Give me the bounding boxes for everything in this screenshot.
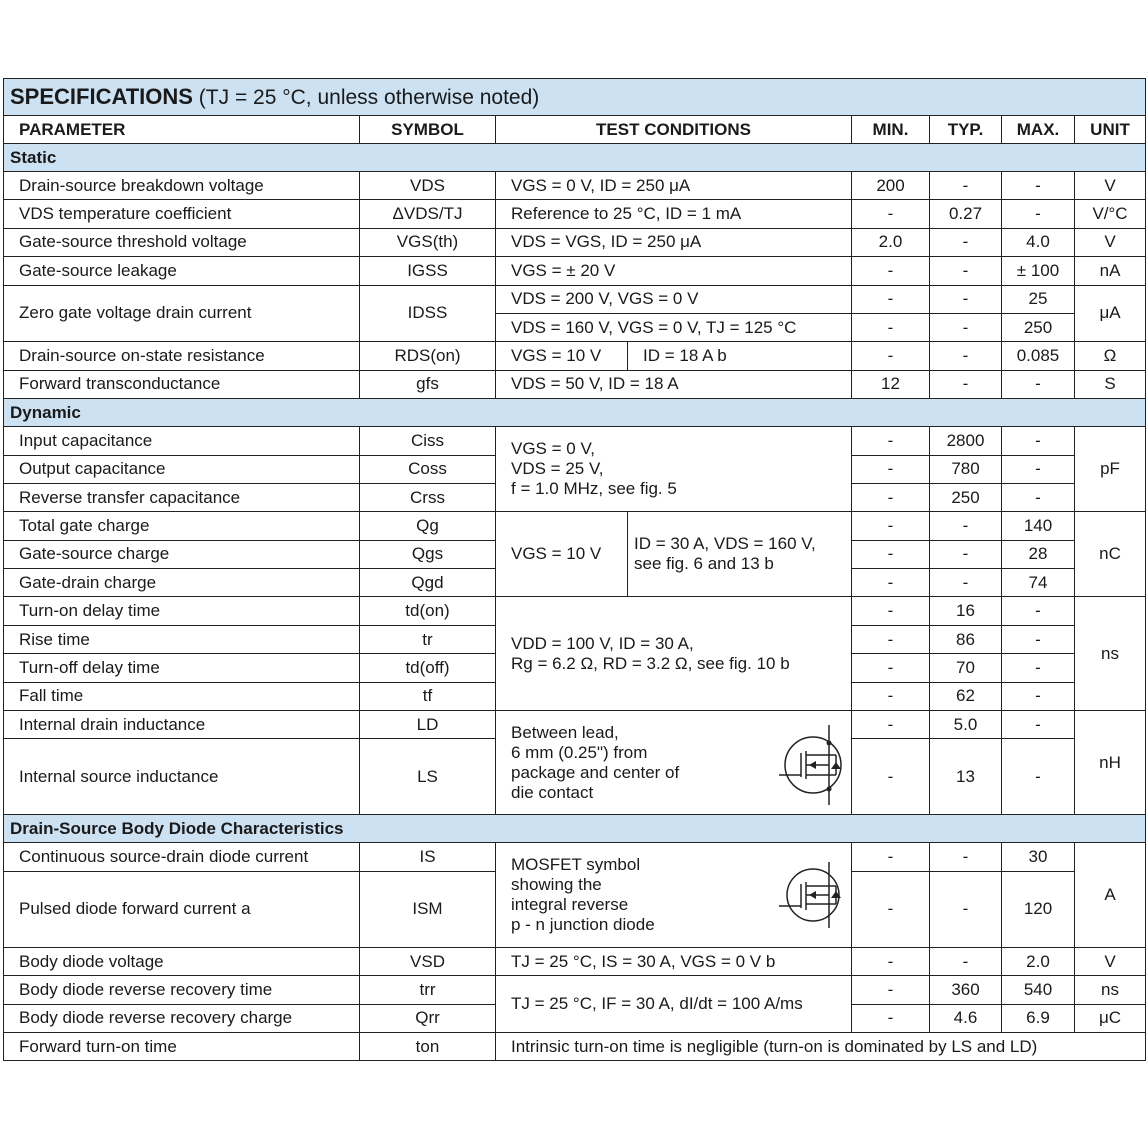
table-row [4, 512, 1146, 540]
param-cell: Gate-source threshold voltage [4, 228, 360, 256]
header-parameter: PARAMETER [4, 116, 360, 144]
param-cell: Internal source inductance [4, 739, 360, 815]
max-cell: 0.085 [1002, 342, 1075, 370]
condition-cell: VDS = 200 V, VGS = 0 V [496, 285, 852, 313]
min-cell: - [852, 1004, 930, 1032]
typ-cell: 70 [930, 654, 1002, 682]
max-cell: 30 [1002, 843, 1075, 871]
min-cell: - [852, 654, 930, 682]
header-max: MAX. [1002, 116, 1075, 144]
param-cell: Drain-source on-state resistance [4, 342, 360, 370]
condition-text: MOSFET symbol showing the integral reverse p - n junction diode [511, 855, 655, 935]
max-cell: - [1002, 483, 1075, 511]
typ-cell: 0.27 [930, 200, 1002, 228]
header-min: MIN. [852, 116, 930, 144]
table-row [4, 172, 1146, 200]
table-row [4, 1032, 1146, 1060]
symbol-cell: VSD [360, 947, 496, 975]
symbol-cell: Qgs [360, 540, 496, 568]
symbol-cell: Crss [360, 483, 496, 511]
symbol-cell: ISM [360, 871, 496, 947]
symbol-cell: IS [360, 843, 496, 871]
typ-cell: - [930, 569, 1002, 597]
max-cell: - [1002, 597, 1075, 625]
param-cell: Input capacitance [4, 427, 360, 455]
condition-cell-2: ID = 18 A b [628, 342, 852, 370]
table-row [4, 200, 1146, 228]
min-cell: - [852, 455, 930, 483]
min-cell: - [852, 597, 930, 625]
unit-cell: V [1075, 228, 1146, 256]
table-row [4, 285, 1146, 313]
table-row [4, 427, 1146, 455]
min-cell: 12 [852, 370, 930, 398]
min-cell: 200 [852, 172, 930, 200]
condition-cell-2: ID = 30 A, VDS = 160 V, see fig. 6 and 13 b [628, 512, 852, 597]
param-cell: Gate-source charge [4, 540, 360, 568]
mosfet-symbol-icon [773, 858, 845, 932]
condition-text: Between lead, 6 mm (0.25") from package and center of die contact [511, 722, 680, 802]
condition-cell: Intrinsic turn-on time is negligible (turn-on is dominated by LS and LD) [496, 1032, 1146, 1060]
symbol-cell: VGS(th) [360, 228, 496, 256]
unit-cell: S [1075, 370, 1146, 398]
unit-cell: ns [1075, 597, 1146, 711]
max-cell: - [1002, 455, 1075, 483]
min-cell: - [852, 947, 930, 975]
symbol-cell: trr [360, 976, 496, 1004]
title-note: (TJ = 25 °C, unless otherwise noted) [198, 86, 540, 109]
param-cell: Gate-drain charge [4, 569, 360, 597]
max-cell: - [1002, 739, 1075, 815]
section-dynamic [4, 399, 1146, 427]
title-row [4, 79, 1146, 116]
min-cell: - [852, 200, 930, 228]
max-cell: - [1002, 172, 1075, 200]
param-cell: Turn-on delay time [4, 597, 360, 625]
max-cell: 2.0 [1002, 947, 1075, 975]
condition-cell: VDD = 100 V, ID = 30 A, Rg = 6.2 Ω, RD = 3.2 Ω, see fig. 10 b [496, 597, 852, 711]
max-cell: - [1002, 654, 1075, 682]
condition-cell [496, 843, 852, 947]
header-typ: TYP. [930, 116, 1002, 144]
min-cell: - [852, 976, 930, 1004]
max-cell: - [1002, 625, 1075, 653]
condition-cell [496, 711, 852, 815]
section-title: Static [4, 144, 1146, 172]
typ-cell: - [930, 228, 1002, 256]
table-row [4, 370, 1146, 398]
condition-cell: Reference to 25 °C, ID = 1 mA [496, 200, 852, 228]
table-row [4, 947, 1146, 975]
unit-cell: nH [1075, 711, 1146, 815]
min-cell: - [852, 711, 930, 739]
param-cell: Body diode voltage [4, 947, 360, 975]
min-cell: - [852, 512, 930, 540]
typ-cell: - [930, 843, 1002, 871]
param-cell: Reverse transfer capacitance [4, 483, 360, 511]
table-row [4, 228, 1146, 256]
unit-cell: μC [1075, 1004, 1146, 1032]
min-cell: - [852, 483, 930, 511]
typ-cell: 5.0 [930, 711, 1002, 739]
param-cell: Zero gate voltage drain current [4, 285, 360, 342]
min-cell: - [852, 427, 930, 455]
symbol-cell: VDS [360, 172, 496, 200]
max-cell: 74 [1002, 569, 1075, 597]
max-cell: - [1002, 682, 1075, 710]
typ-cell: 2800 [930, 427, 1002, 455]
typ-cell: - [930, 342, 1002, 370]
condition-cell: VGS = 10 V [496, 512, 628, 597]
typ-cell: 16 [930, 597, 1002, 625]
typ-cell: 4.6 [930, 1004, 1002, 1032]
max-cell: - [1002, 370, 1075, 398]
max-cell: 6.9 [1002, 1004, 1075, 1032]
max-cell: 4.0 [1002, 228, 1075, 256]
param-cell: Pulsed diode forward current a [4, 871, 360, 947]
symbol-cell: IDSS [360, 285, 496, 342]
unit-cell: V [1075, 172, 1146, 200]
condition-cell: VGS = 10 V [496, 342, 628, 370]
symbol-cell: IGSS [360, 257, 496, 285]
symbol-cell: tf [360, 682, 496, 710]
condition-cell: VGS = ± 20 V [496, 257, 852, 285]
min-cell: - [852, 843, 930, 871]
table-row [4, 597, 1146, 625]
header-test-conditions: TEST CONDITIONS [496, 116, 852, 144]
min-cell: - [852, 540, 930, 568]
max-cell: - [1002, 200, 1075, 228]
symbol-cell: td(on) [360, 597, 496, 625]
condition-cell: VDS = 160 V, VGS = 0 V, TJ = 125 °C [496, 313, 852, 341]
unit-cell: ns [1075, 976, 1146, 1004]
min-cell: - [852, 285, 930, 313]
param-cell: Body diode reverse recovery time [4, 976, 360, 1004]
section-diode [4, 815, 1146, 843]
symbol-cell: Ciss [360, 427, 496, 455]
typ-cell: - [930, 947, 1002, 975]
condition-cell: VDS = 50 V, ID = 18 A [496, 370, 852, 398]
typ-cell: 360 [930, 976, 1002, 1004]
max-cell: 250 [1002, 313, 1075, 341]
section-title: Drain-Source Body Diode Characteristics [4, 815, 1146, 843]
param-cell: Total gate charge [4, 512, 360, 540]
param-cell: Forward turn-on time [4, 1032, 360, 1060]
section-title: Dynamic [4, 399, 1146, 427]
min-cell: - [852, 342, 930, 370]
table-row [4, 843, 1146, 871]
condition-cell: TJ = 25 °C, IS = 30 A, VGS = 0 V b [496, 947, 852, 975]
table-row [4, 976, 1146, 1004]
unit-cell: μA [1075, 285, 1146, 342]
max-cell: - [1002, 427, 1075, 455]
symbol-cell: td(off) [360, 654, 496, 682]
param-cell: VDS temperature coefficient [4, 200, 360, 228]
typ-cell: - [930, 512, 1002, 540]
min-cell: - [852, 257, 930, 285]
table-row [4, 257, 1146, 285]
max-cell: 140 [1002, 512, 1075, 540]
max-cell: 28 [1002, 540, 1075, 568]
symbol-cell: LS [360, 739, 496, 815]
param-cell: Rise time [4, 625, 360, 653]
min-cell: - [852, 682, 930, 710]
typ-cell: 62 [930, 682, 1002, 710]
condition-cell: VDS = VGS, ID = 250 μA [496, 228, 852, 256]
typ-cell: 13 [930, 739, 1002, 815]
table-row [4, 342, 1146, 370]
typ-cell: - [930, 540, 1002, 568]
specifications-table [3, 78, 1146, 1061]
unit-cell: pF [1075, 427, 1146, 512]
typ-cell: 86 [930, 625, 1002, 653]
typ-cell: - [930, 370, 1002, 398]
condition-cell: VGS = 0 V, VDS = 25 V, f = 1.0 MHz, see fig. 5 [496, 427, 852, 512]
param-cell: Turn-off delay time [4, 654, 360, 682]
max-cell: ± 100 [1002, 257, 1075, 285]
unit-cell: V [1075, 947, 1146, 975]
param-cell: Gate-source leakage [4, 257, 360, 285]
header-symbol: SYMBOL [360, 116, 496, 144]
condition-cell: VGS = 0 V, ID = 250 μA [496, 172, 852, 200]
param-cell: Drain-source breakdown voltage [4, 172, 360, 200]
symbol-cell: tr [360, 625, 496, 653]
header-row [4, 116, 1146, 144]
typ-cell: - [930, 313, 1002, 341]
table-row [4, 711, 1146, 739]
min-cell: - [852, 569, 930, 597]
unit-cell: V/°C [1075, 200, 1146, 228]
unit-cell: nC [1075, 512, 1146, 597]
symbol-cell: gfs [360, 370, 496, 398]
typ-cell: - [930, 285, 1002, 313]
max-cell: 120 [1002, 871, 1075, 947]
typ-cell: - [930, 172, 1002, 200]
symbol-cell: LD [360, 711, 496, 739]
param-cell: Internal drain inductance [4, 711, 360, 739]
symbol-cell: ton [360, 1032, 496, 1060]
unit-cell: nA [1075, 257, 1146, 285]
symbol-cell: Qrr [360, 1004, 496, 1032]
max-cell: 25 [1002, 285, 1075, 313]
symbol-cell: Qgd [360, 569, 496, 597]
min-cell: - [852, 625, 930, 653]
min-cell: - [852, 313, 930, 341]
symbol-cell: RDS(on) [360, 342, 496, 370]
param-cell: Forward transconductance [4, 370, 360, 398]
condition-cell: TJ = 25 °C, IF = 30 A, dI/dt = 100 A/ms [496, 976, 852, 1033]
unit-cell: Ω [1075, 342, 1146, 370]
min-cell: - [852, 871, 930, 947]
page-title [4, 79, 1146, 116]
min-cell: 2.0 [852, 228, 930, 256]
max-cell: - [1002, 711, 1075, 739]
title-main: SPECIFICATIONS [10, 84, 193, 109]
param-cell: Body diode reverse recovery charge [4, 1004, 360, 1032]
header-unit: UNIT [1075, 116, 1146, 144]
mosfet-symbol-icon [773, 717, 845, 809]
typ-cell: 250 [930, 483, 1002, 511]
symbol-cell: Qg [360, 512, 496, 540]
max-cell: 540 [1002, 976, 1075, 1004]
section-static [4, 144, 1146, 172]
param-cell: Continuous source-drain diode current [4, 843, 360, 871]
typ-cell: - [930, 257, 1002, 285]
symbol-cell: Coss [360, 455, 496, 483]
unit-cell: A [1075, 843, 1146, 947]
param-cell: Fall time [4, 682, 360, 710]
typ-cell: - [930, 871, 1002, 947]
param-cell: Output capacitance [4, 455, 360, 483]
typ-cell: 780 [930, 455, 1002, 483]
symbol-cell: ΔVDS/TJ [360, 200, 496, 228]
min-cell: - [852, 739, 930, 815]
